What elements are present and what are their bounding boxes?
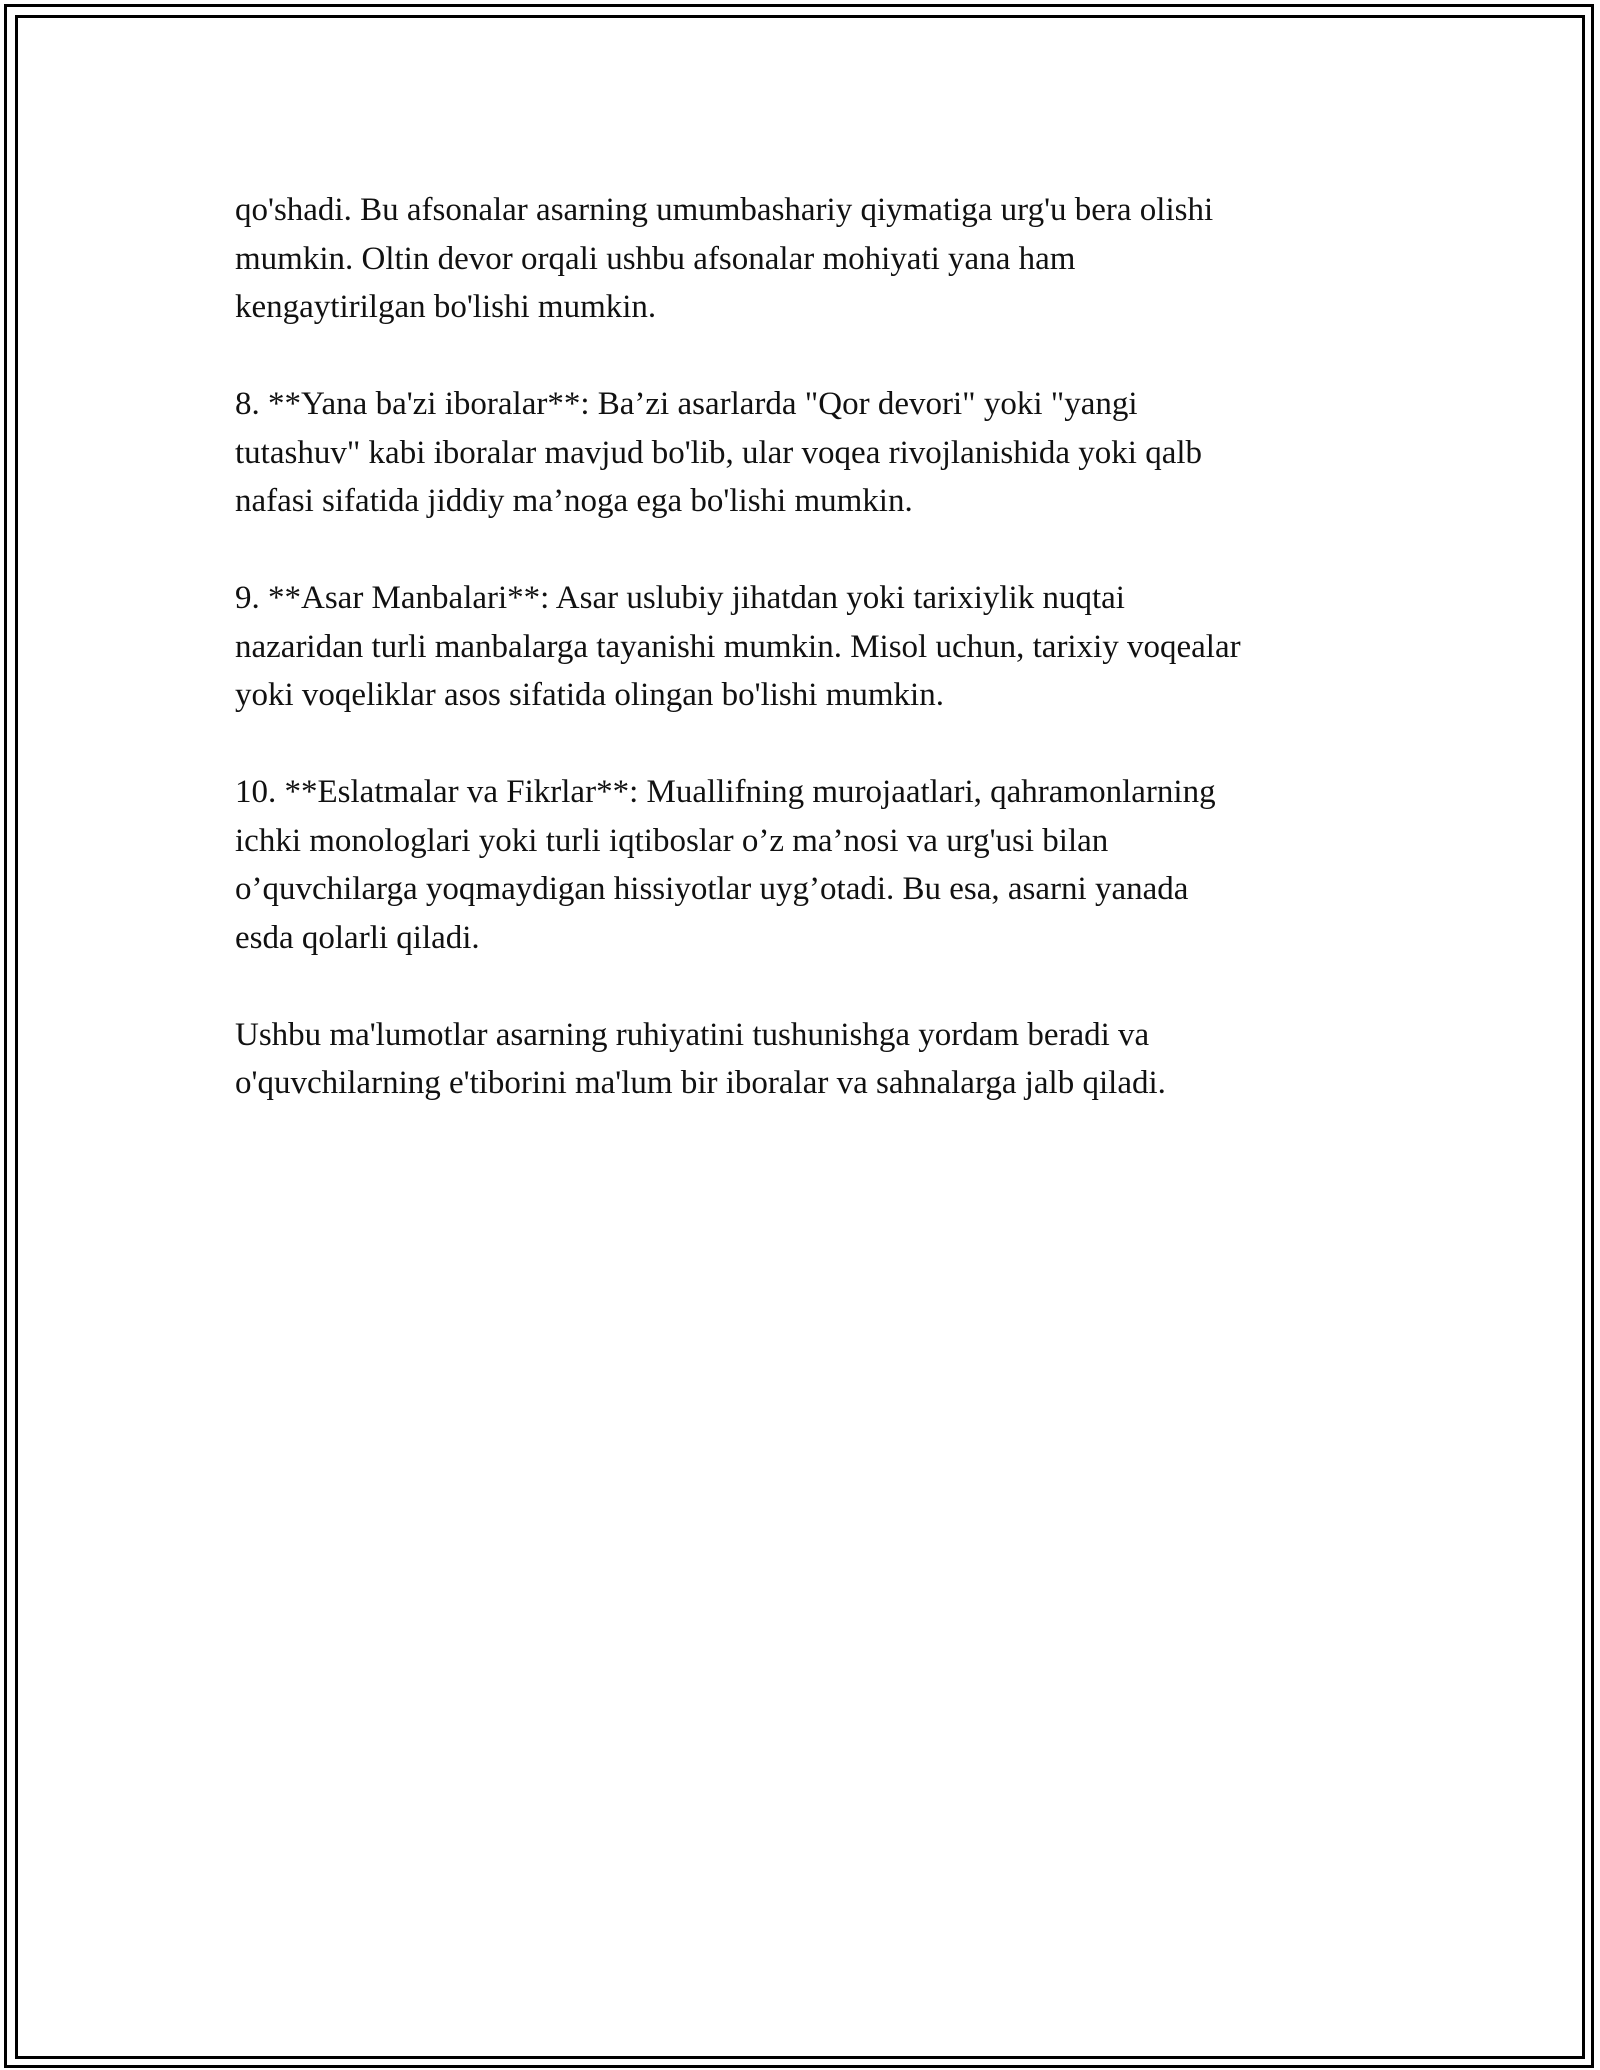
paragraph-conclusion: Ushbu ma'lumotlar asarning ruhiyatini tushunishga yordam beradi va o'quvchilarning e'tiborini ma'lum bir iboralar va sahnalarga jalb qiladi. <box>235 1016 1166 1101</box>
document-body <box>235 186 1370 1156</box>
paragraph-item-9: 9. **Asar Manbalari**: Asar uslubiy jihatdan yoki tarixiylik nuqtai nazaridan turli manbalarga tayanishi mumkin. Misol uchun, tarixiy voqealar yoki voqeliklar asos sifatida olingan bo'lishi mumkin. <box>235 580 1241 713</box>
paragraph-item-10: 10. **Eslatmalar va Fikrlar**: Muallifning murojaatlari, qahramonlarning ichki monologlari yoki turli iqtiboslar o’z ma’nosi va urg'usi bilan o’quvchilarga yoqmaydigan hissiyotlar uyg’otadi. Bu esa, asarni yanada esda qolarli qiladi. <box>235 774 1216 956</box>
paragraph-item-8: 8. **Yana ba'zi iboralar**: Ba’zi asarlarda "Qor devori" yoki "yangi tutashuv" kabi iboralar mavjud bo'lib, ular voqea rivojlanishida yoki qalb nafasi sifatida jiddiy ma’noga ega bo'lishi mumkin. <box>235 386 1203 519</box>
paragraph-continuation: qo'shadi. Bu afsonalar asarning umumbashariy qiymatiga urg'u bera olishi mumkin. Oltin devor orqali ushbu afsonalar mohiyati yana ham kengaytirilgan bo'lishi mumkin. <box>235 192 1214 325</box>
